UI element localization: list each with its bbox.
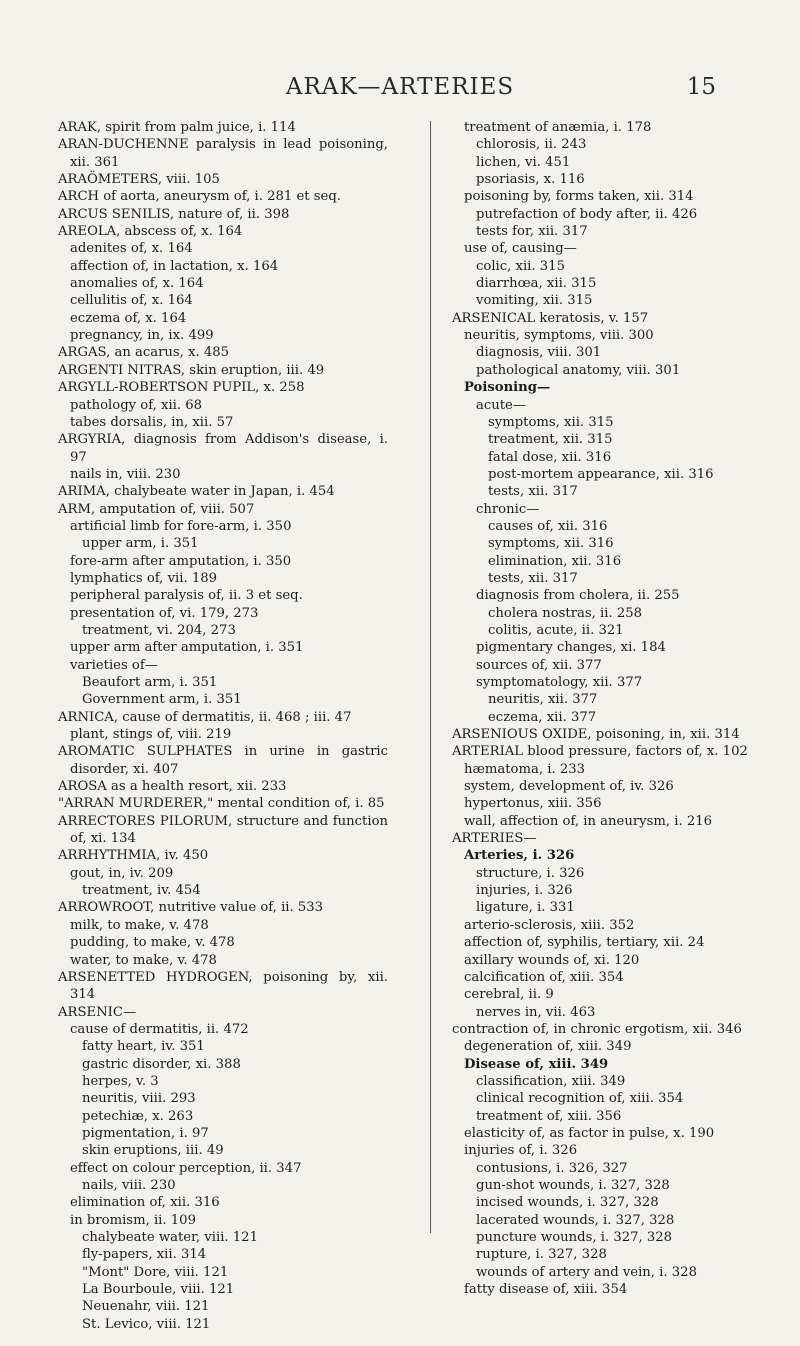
index-subentry: causes of, xii. 316: [488, 518, 608, 534]
index-subentry: lichen, vi. 451: [476, 154, 571, 170]
index-subentry: nails, viii. 230: [82, 1177, 176, 1193]
index-subentry: affection of, syphilis, tertiary, xii. 24: [464, 935, 705, 951]
index-heading-entry: ARTERIAL blood pressure, factors of, x. 102: [452, 744, 748, 760]
index-subentry: fatty heart, iv. 351: [82, 1039, 205, 1055]
index-subentry: lymphatics of, vii. 189: [70, 570, 218, 586]
index-subentry: tabes dorsalis, in, xii. 57: [70, 414, 234, 430]
index-subentry: water, to make, v. 478: [70, 952, 217, 968]
index-subentry: elimination, xii. 316: [488, 553, 622, 569]
index-subentry: Beaufort arm, i. 351: [82, 675, 218, 690]
index-subentry: treatment, vi. 204, 273: [82, 622, 236, 638]
index-subentry: Government arm, i. 351: [82, 692, 242, 708]
index-subentry: pudding, to make, v. 478: [70, 935, 235, 951]
index-subentry: eczema of, x. 164: [70, 310, 187, 326]
index-heading-entry: ARGAS, an acarus, x. 485: [58, 345, 230, 361]
index-subentry: classification, xiii. 349: [476, 1073, 626, 1089]
index-subentry: artificial limb for fore-arm, i. 350: [70, 518, 292, 534]
index-heading-entry: ARRECTORES PILORUM, structure and function of, xi. 134: [58, 813, 388, 847]
index-subentry: neuritis, xii. 377: [488, 692, 598, 708]
index-subentry: degeneration of, xiii. 349: [464, 1039, 632, 1055]
index-subentry: affection of, in lactation, x. 164: [70, 258, 279, 274]
index-subentry: tests, xii. 317: [488, 570, 578, 586]
index-column-right: [452, 119, 786, 1298]
index-subentry: use of, causing—: [464, 241, 577, 257]
index-subentry: axillary wounds of, xi. 120: [464, 952, 640, 968]
index-heading-entry: AREOLA, abscess of, x. 164: [58, 224, 243, 240]
index-subentry: poisoning by, forms taken, xii. 314: [464, 189, 694, 205]
index-subentry: acute—: [476, 397, 527, 413]
index-subentry: eczema, xii. 377: [488, 709, 597, 725]
index-subentry: tests, xii. 317: [488, 484, 578, 500]
index-subentry: fore-arm after amputation, i. 350: [70, 553, 292, 569]
index-subentry: cellulitis of, x. 164: [70, 293, 193, 309]
index-heading-entry: ARRHYTHMIA, iv. 450: [58, 848, 209, 864]
index-subentry: "Mont" Dore, viii. 121: [82, 1264, 229, 1280]
index-subentry: tests for, xii. 317: [476, 224, 588, 240]
index-subentry: St. Levico, viii. 121: [82, 1316, 211, 1332]
index-heading-entry: AROMATIC SULPHATES in urine in gastric disorder, xi. 407: [58, 744, 388, 777]
index-heading-entry: ARTERIES—: [452, 831, 537, 847]
index-column-left: [58, 119, 388, 1333]
index-heading-entry: ARAÖMETERS, viii. 105: [58, 172, 220, 188]
index-subentry: wall, affection of, in aneurysm, i. 216: [464, 813, 713, 829]
index-subentry: pregnancy, in, ix. 499: [70, 328, 214, 344]
index-subentry: Disease of, xiii. 349: [464, 1056, 609, 1072]
index-subentry: neuritis, symptoms, viii. 300: [464, 328, 654, 344]
index-subentry: diagnosis from cholera, ii. 255: [476, 588, 680, 604]
index-subentry: upper arm, i. 351: [82, 536, 199, 552]
index-heading-entry: ARIMA, chalybeate water in Japan, i. 454: [58, 484, 335, 500]
index-subentry: chalybeate water, viii. 121: [82, 1230, 258, 1245]
index-subentry: skin eruptions, iii. 49: [82, 1143, 224, 1159]
index-subentry: rupture, i. 327, 328: [476, 1247, 607, 1263]
index-heading-entry: ARGYRIA, diagnosis from Addison's disease, i. 97: [58, 432, 388, 465]
index-subentry: ligature, i. 331: [476, 900, 575, 916]
index-subentry: gout, in, iv. 209: [70, 865, 174, 881]
index-subentry: lacerated wounds, i. 327, 328: [476, 1212, 675, 1228]
index-subentry: Poisoning—: [464, 380, 551, 396]
index-subentry: cause of dermatitis, ii. 472: [70, 1021, 249, 1037]
index-subentry: putrefaction of body after, ii. 426: [476, 206, 698, 222]
index-heading-entry: ARGENTI NITRAS, skin eruption, iii. 49: [58, 362, 325, 378]
index-heading-entry: ARM, amputation of, viii. 507: [58, 501, 255, 517]
index-heading-entry: ARSENIOUS OXIDE, poisoning, in, xii. 314: [452, 727, 740, 743]
page-header: [0, 74, 800, 104]
index-subentry: fatty disease of, xiii. 354: [464, 1282, 628, 1298]
index-subentry: in bromism, ii. 109: [70, 1212, 196, 1228]
index-subentry: pathological anatomy, viii. 301: [476, 362, 681, 378]
index-subentry: neuritis, viii. 293: [82, 1091, 196, 1107]
index-subentry: pigmentation, i. 97: [82, 1125, 209, 1141]
index-subentry: elimination of, xii. 316: [70, 1195, 220, 1211]
index-subentry: post-mortem appearance, xii. 316: [488, 466, 714, 482]
index-subentry: treatment, iv. 454: [82, 883, 201, 899]
index-subentry: Neuenahr, viii. 121: [82, 1299, 210, 1315]
index-subentry: contraction of, in chronic ergotism, xii. 346: [452, 1021, 742, 1037]
index-subentry: symptomatology, xii. 377: [476, 675, 643, 690]
index-subentry: anomalies of, x. 164: [70, 276, 204, 292]
index-heading-entry: ARGYLL-ROBERTSON PUPIL, x. 258: [58, 380, 305, 396]
index-heading-entry: ARAN-DUCHENNE paralysis in lead poisoning, xii. 361: [58, 137, 388, 170]
index-subentry: colitis, acute, ii. 321: [488, 622, 624, 638]
index-subentry: nails in, viii. 230: [70, 466, 181, 482]
index-subentry: chlorosis, ii. 243: [476, 137, 587, 153]
index-subentry: adenites of, x. 164: [70, 241, 193, 257]
index-subentry: gastric disorder, xi. 388: [82, 1056, 241, 1072]
index-subentry: fatal dose, xii. 316: [488, 449, 612, 465]
index-subentry: milk, to make, v. 478: [70, 917, 209, 933]
index-subentry: treatment, xii. 315: [488, 432, 613, 448]
index-heading-entry: ARSENETTED HYDROGEN, poisoning by, xii. 314: [58, 969, 388, 1003]
index-heading-entry: ARSENIC—: [58, 1004, 137, 1020]
index-subentry: hæmatoma, i. 233: [464, 761, 586, 777]
index-subentry: calcification of, xiii. 354: [464, 969, 624, 985]
index-heading-entry: ARSENICAL keratosis, v. 157: [452, 310, 649, 326]
index-subentry: wounds of artery and vein, i. 328: [476, 1264, 697, 1280]
index-subentry: vomiting, xii. 315: [476, 293, 593, 309]
running-title: ARAK—ARTERIES: [285, 74, 515, 100]
index-subentry: nerves in, vii. 463: [476, 1004, 596, 1020]
index-subentry: diarrhœa, xii. 315: [476, 276, 597, 292]
index-subentry: upper arm after amputation, i. 351: [70, 640, 304, 656]
index-subentry: La Bourboule, viii. 121: [82, 1282, 235, 1298]
index-subentry: contusions, i. 326, 327: [476, 1160, 628, 1176]
index-subentry: arterio-sclerosis, xiii. 352: [464, 917, 635, 933]
index-subentry: Arteries, i. 326: [464, 848, 575, 864]
column-divider: [430, 121, 431, 1233]
index-subentry: hypertonus, xiii. 356: [464, 796, 602, 812]
index-heading-entry: ARCUS SENILIS, nature of, ii. 398: [58, 206, 290, 222]
index-subentry: pathology of, xii. 68: [70, 397, 203, 413]
index-subentry: system, development of, iv. 326: [464, 779, 674, 795]
index-subentry: fly-papers, xii. 314: [82, 1247, 207, 1263]
index-subentry: structure, i. 326: [476, 865, 585, 881]
page-number: 15: [686, 74, 716, 100]
index-subentry: injuries, i. 326: [476, 883, 573, 899]
index-subentry: diagnosis, viii. 301: [476, 345, 602, 361]
index-heading-entry: ARROWROOT, nutritive value of, ii. 533: [58, 900, 324, 916]
index-heading-entry: "ARRAN MURDERER," mental condition of, i. 85: [58, 796, 385, 812]
index-subentry: pigmentary changes, xi. 184: [476, 640, 666, 656]
index-subentry: presentation of, vi. 179, 273: [70, 605, 259, 621]
index-subentry: symptoms, xii. 315: [488, 414, 614, 430]
index-subentry: colic, xii. 315: [476, 258, 565, 274]
index-subentry: effect on colour perception, ii. 347: [70, 1160, 302, 1176]
index-subentry: peripheral paralysis of, ii. 3 et seq.: [70, 588, 303, 604]
index-subentry: elasticity of, as factor in pulse, x. 190: [464, 1125, 715, 1141]
index-subentry: plant, stings of, viii. 219: [70, 727, 232, 743]
index-subentry: treatment of anæmia, i. 178: [464, 120, 652, 135]
index-heading-entry: AROSA as a health resort, xii. 233: [58, 779, 287, 795]
index-heading-entry: ARNICA, cause of dermatitis, ii. 468 ; iii. 47: [58, 709, 352, 725]
index-subentry: petechiæ, x. 263: [82, 1108, 194, 1124]
index-subentry: symptoms, xii. 316: [488, 536, 614, 552]
index-subentry: varieties of—: [70, 657, 158, 673]
index-subentry: injuries of, i. 326: [464, 1143, 578, 1159]
index-subentry: cholera nostras, ii. 258: [488, 605, 643, 621]
index-subentry: sources of, xii. 377: [476, 657, 602, 673]
index-heading-entry: ARAK, spirit from palm juice, i. 114: [58, 120, 296, 135]
index-subentry: puncture wounds, i. 327, 328: [476, 1230, 673, 1245]
index-subentry: gun-shot wounds, i. 327, 328: [476, 1177, 670, 1193]
index-subentry: incised wounds, i. 327, 328: [476, 1195, 659, 1211]
index-subentry: cerebral, ii. 9: [464, 987, 554, 1003]
index-subentry: herpes, v. 3: [82, 1073, 159, 1089]
index-subentry: clinical recognition of, xiii. 354: [476, 1091, 684, 1107]
index-subentry: treatment of, xiii. 356: [476, 1108, 622, 1124]
index-subentry: chronic—: [476, 501, 540, 517]
index-subentry: psoriasis, x. 116: [476, 172, 585, 188]
index-heading-entry: ARCH of aorta, aneurysm of, i. 281 et seq.: [58, 189, 341, 205]
